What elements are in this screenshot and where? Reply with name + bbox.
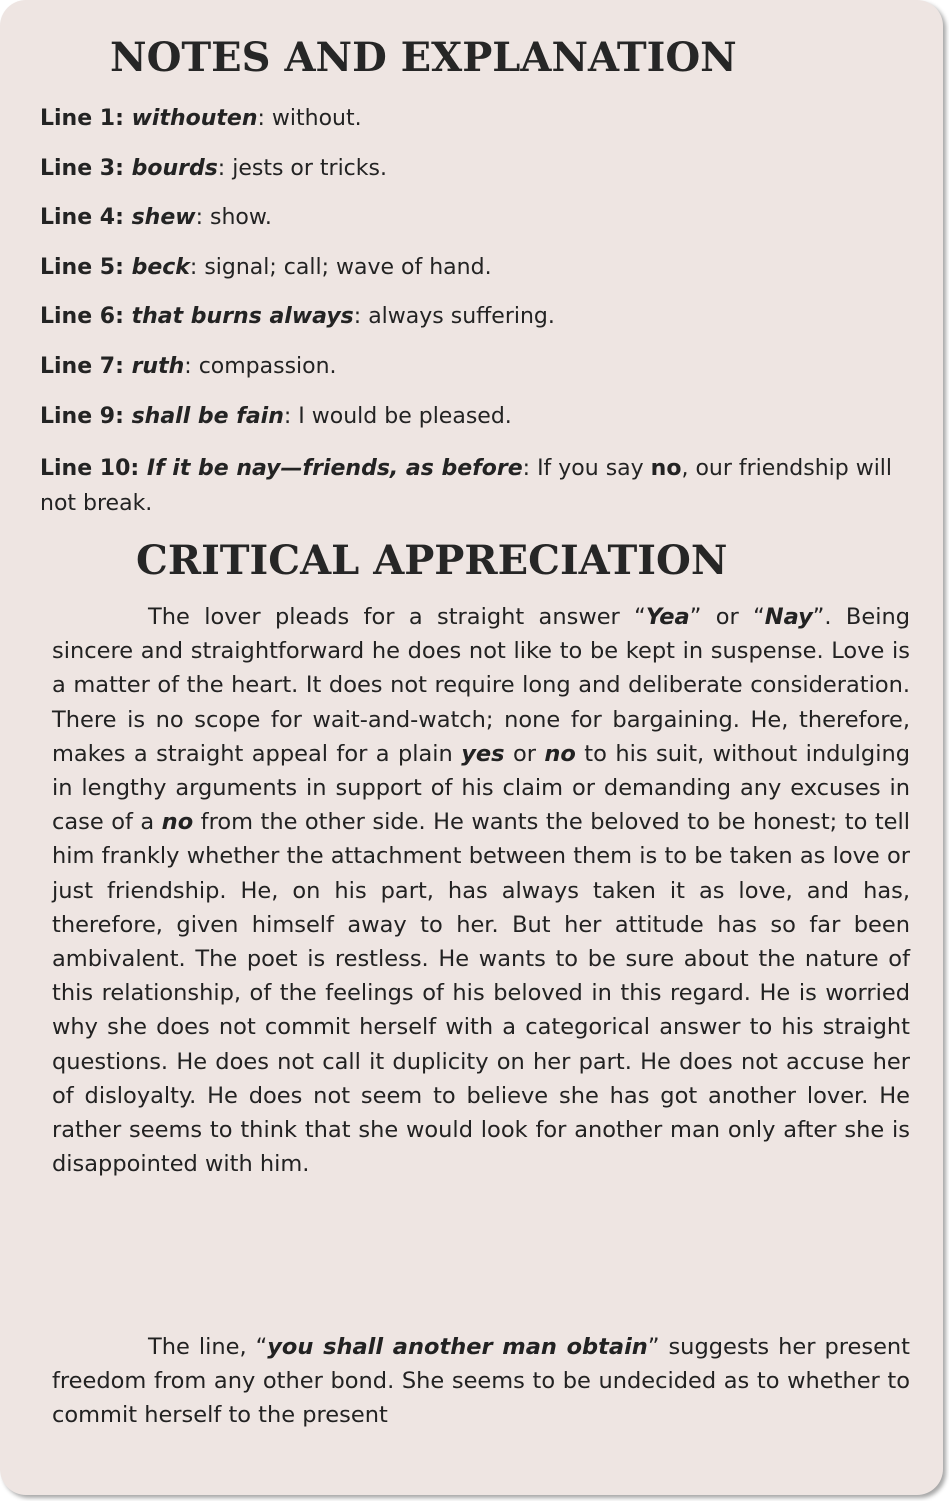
note-line-label: Line 4: [40, 205, 116, 231]
note-item: Line 10: If it be nay—friends, as before: If you say no, our friendship will not break.: [40, 456, 893, 517]
note-meaning: show.: [210, 205, 272, 231]
note-item: Line 5: beck: signal; call; wave of hand.: [40, 254, 492, 280]
note-meaning: signal; call; wave of hand.: [204, 254, 492, 280]
appreciation-heading: CRITICAL APPRECIATION: [136, 537, 728, 584]
note-item: Line 1: withouten: without.: [40, 106, 362, 131]
note-meaning-emphasis: no: [650, 456, 682, 482]
notes-list: [40, 104, 910, 521]
note-meaning: I would be pleased.: [298, 403, 512, 429]
appreciation-paragraph-2: The line, “you shall another man obtain” suggests her present freedom from any other bond. She seems to be undecided as to whether to commit herself to the present: [52, 1334, 910, 1429]
note-item: Line 6: that burns always: always suffering.: [40, 304, 555, 330]
note-line-label: Line 7: [40, 353, 116, 379]
notes-heading: NOTES AND EXPLANATION: [110, 34, 737, 81]
note-meaning: , our friendship will not break.: [40, 456, 893, 517]
note-item: Line 9: shall be fain: I would be pleased.: [40, 403, 512, 429]
note-item: Line 3: bourds: jests or tricks.: [40, 155, 387, 181]
note-term: If it be nay—friends, as before: [146, 456, 523, 482]
note-line-label: Line 10: [40, 456, 131, 482]
note-term: ruth: [131, 353, 185, 379]
appreciation-paragraph-1: The lover pleads for a straight answer “Yea” or “Nay”. Being sincere and straightforward he does not like to be kept in suspense. Love is a matter of the heart. It does not require long and deliberate consideration. There is no scope for wait-and-watch; none for bargaining. He, therefore, makes a straight appeal for a plain yes or no to his suit, without indulging in lengthy arguments in support of his claim or demanding any excuses in case of a no from the other side. He wants the beloved to be honest; to tell him frankly whether the attachment between them is to be taken as love or just friendship. He, on his part, has always taken it as love, and has, therefore, given himself away to her. But her attitude has so far been ambivalent. The poet is restless. He wants to be sure about the nature of this relationship, of the feelings of his beloved in this regard. He is worried why she does not commit herself with a categorical answer to his straight questions. He does not call it duplicity on her part. He does not accuse her of disloyalty. He does not seem to believe she has got another lover. He rather seems to think that she would look for another man only after she is disappointed with him.: [52, 604, 910, 1178]
note-line-label: Line 5: [40, 254, 116, 280]
note-term: withouten: [131, 106, 258, 131]
note-term: that burns always: [131, 304, 354, 330]
note-line-label: Line 6: [40, 304, 116, 330]
note-line-label: Line 3: [40, 155, 116, 181]
note-item: Line 4: shew: show.: [40, 205, 272, 231]
note-meaning: jests or tricks.: [232, 155, 387, 181]
note-line-label: Line 9: [40, 403, 116, 429]
note-meaning: without.: [271, 106, 362, 131]
note-term: bourds: [131, 155, 218, 181]
note-meaning: always suffering.: [368, 304, 555, 330]
note-term: shall be fain: [131, 403, 284, 429]
note-term: beck: [131, 254, 190, 280]
note-meaning: compassion.: [198, 353, 337, 379]
note-meaning: If you say: [537, 456, 651, 482]
note-term: shew: [131, 205, 196, 231]
note-item: Line 7: ruth: compassion.: [40, 353, 337, 379]
note-line-label: Line 1: [40, 106, 116, 131]
